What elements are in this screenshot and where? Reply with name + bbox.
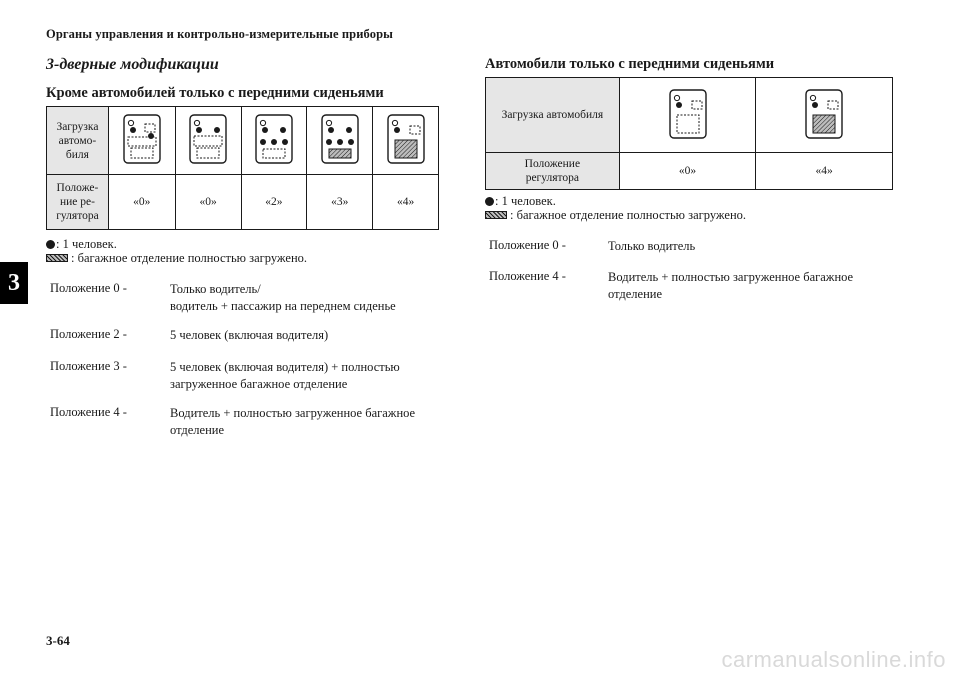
setting-cell: «4» xyxy=(756,153,893,190)
five-persons-full-cargo-icon xyxy=(321,114,359,164)
right-load-table xyxy=(485,77,893,190)
person-dot-icon xyxy=(46,240,55,249)
driver-all-seats-empty-icon xyxy=(189,114,227,164)
left-load-header: Загрузка автомо- биля xyxy=(47,107,109,175)
setting-cell: «3» xyxy=(307,175,373,230)
cargo-hatch-icon xyxy=(46,254,68,262)
right-subheading: Автомобили только с передними сиденьями xyxy=(485,56,775,72)
left-legend: : 1 человек. : багажное отделение полностью загружено. xyxy=(46,237,307,265)
running-header: Органы управления и контрольно-измерительные приборы xyxy=(46,27,393,41)
person-dot-icon xyxy=(485,197,494,206)
left-subheading: Кроме автомобилей только с передними сиденьями xyxy=(46,85,384,101)
right-legend: : 1 человек. : багажное отделение полностью загружено. xyxy=(485,194,746,222)
driver-full-cargo-icon xyxy=(805,89,843,139)
chapter-tab: 3 xyxy=(0,262,28,304)
left-load-table xyxy=(46,106,439,230)
setting-cell: «0» xyxy=(619,153,756,190)
setting-cell: «0» xyxy=(108,175,175,230)
page-number: 3-64 xyxy=(46,633,70,648)
driver-front-passenger-icon xyxy=(123,114,161,164)
section-title: 3-дверные модификации xyxy=(46,56,219,73)
driver-only-icon xyxy=(669,89,707,139)
setting-cell: «2» xyxy=(241,175,307,230)
right-setting-header: Положение регулятора xyxy=(486,153,620,190)
driver-full-cargo-icon xyxy=(387,114,425,164)
setting-cell: «4» xyxy=(373,175,439,230)
cargo-hatch-icon xyxy=(485,211,507,219)
setting-cell: «0» xyxy=(175,175,241,230)
right-load-header: Загрузка автомобиля xyxy=(486,78,620,153)
watermark: carmanualsonline.info xyxy=(721,647,946,672)
left-setting-header: Положе- ние ре- гулятора xyxy=(47,175,109,230)
five-persons-icon xyxy=(255,114,293,164)
